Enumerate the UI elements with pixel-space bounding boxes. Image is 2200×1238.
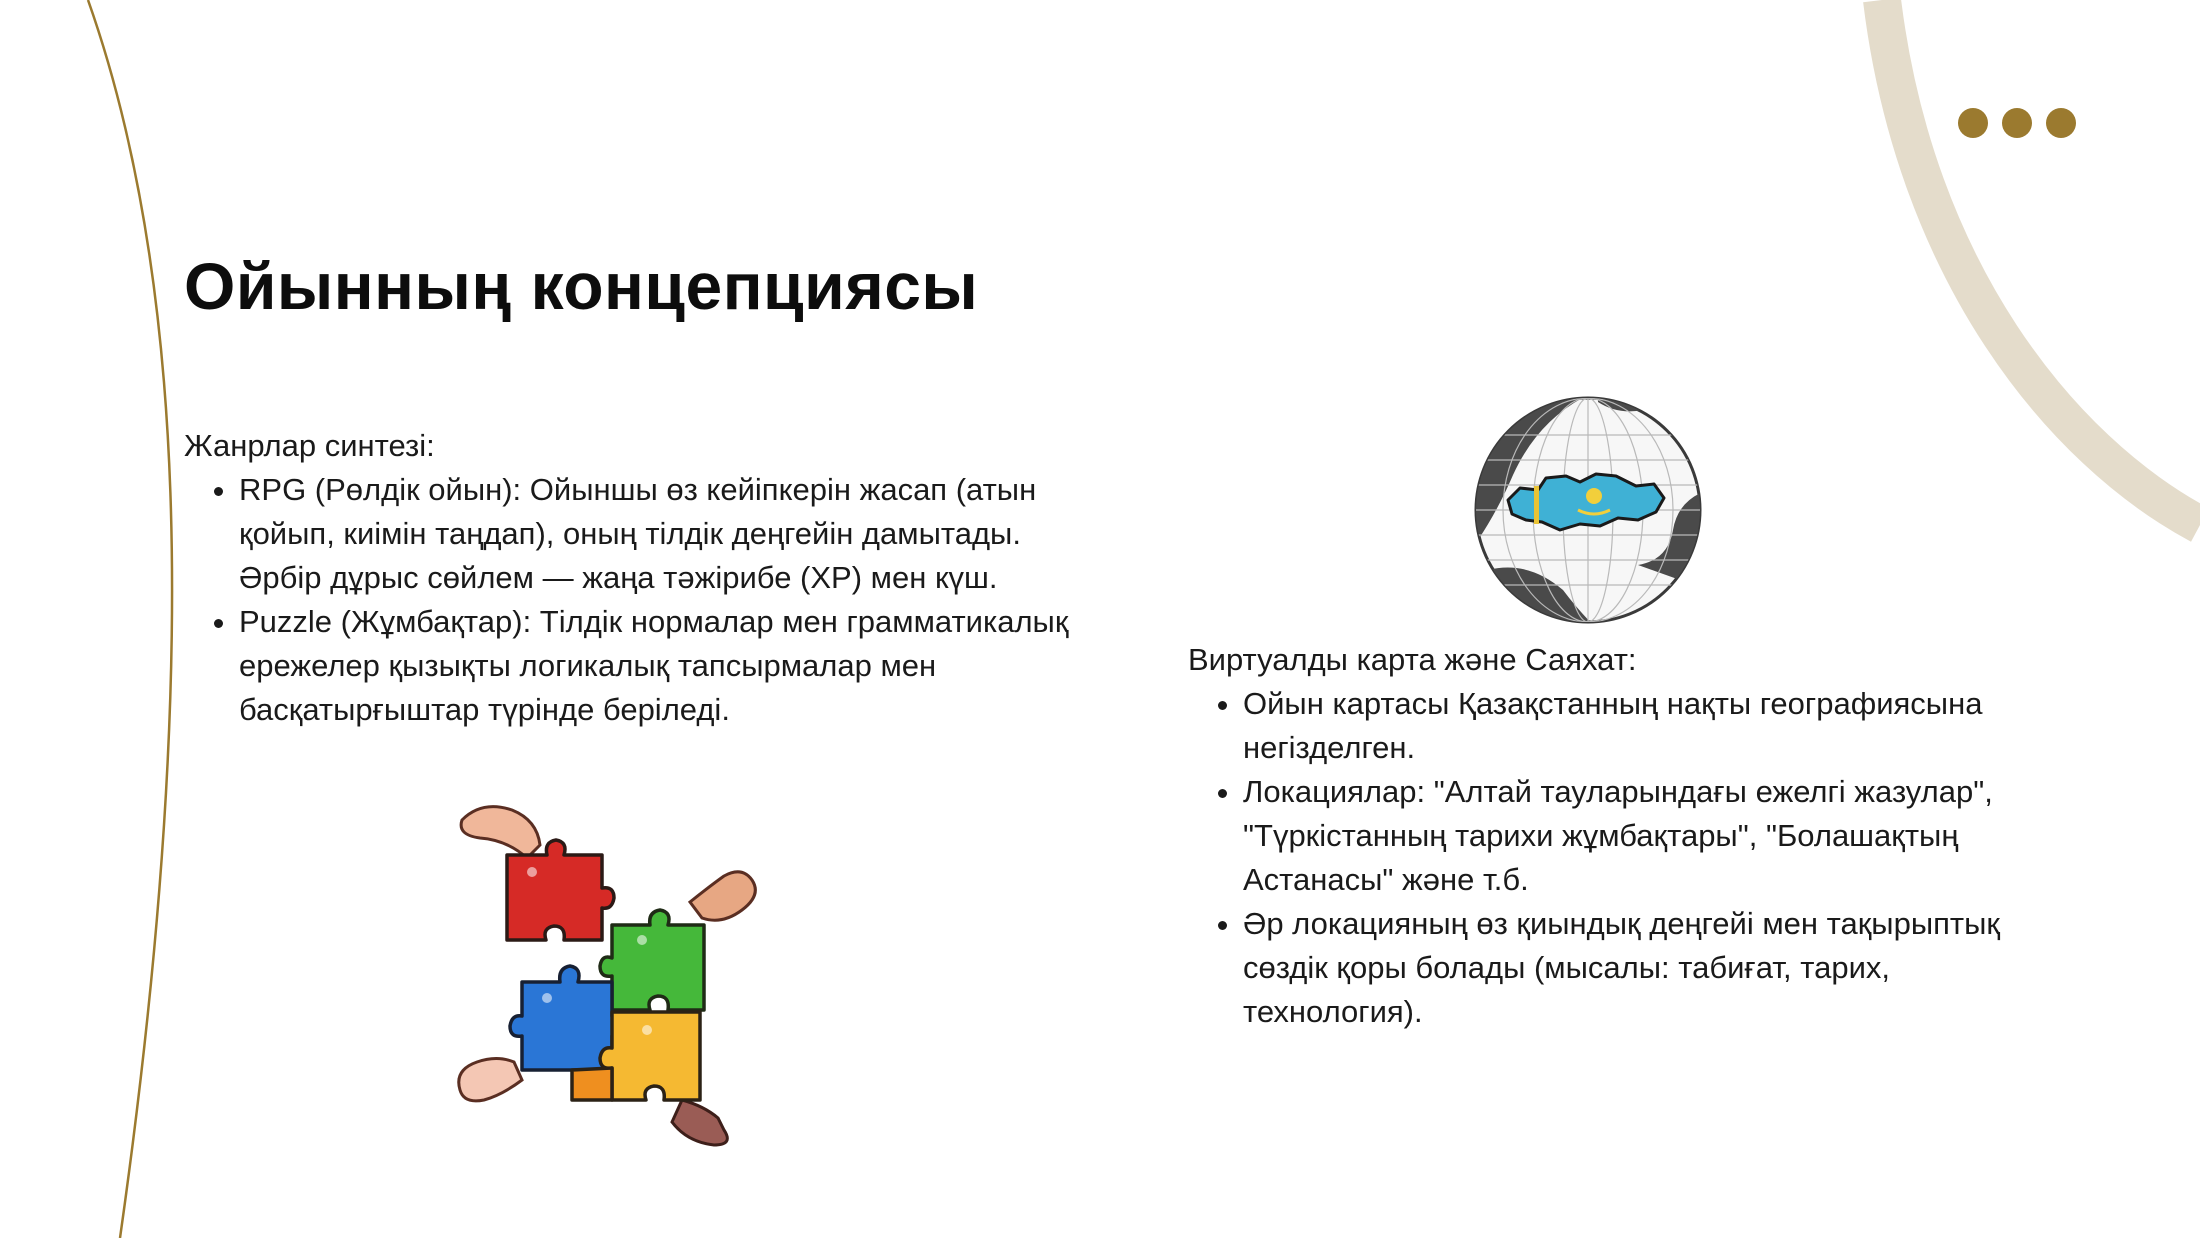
list-item: • Ойын картасы Қазақстанның нақты географиясына негізделген. [1243,682,2068,770]
left-curve-line [88,0,172,1238]
puzzle-hands-icon [452,800,772,1150]
list-item: • Әр локацияның өз қиындық деңгейі мен тақырыптық сөздік қоры болады (мысалы: табиғат, тарих, технология). [1243,902,2068,1034]
genre-list [184,468,1084,732]
list-item: • Локациялар: "Алтай тауларындағы ежелгі жазулар", "Түркістанның тарихи жұмбақтары", "Болашақтың Астанасы" және т.б. [1243,770,2068,902]
virtual-map-block [1188,638,2068,1034]
corner-arc [1882,0,2200,525]
slide-title: Ойынның концепциясы [184,249,979,323]
map-list [1188,682,2068,1034]
list-item: • RPG (Рөлдік ойын): Ойыншы өз кейіпкерін жасап (атын қойып, киімін таңдап), оның тілдік деңгейін дамытады. Әрбір дұрыс сөйлем — жаңа тәжірибе (XP) мен күш. [239,468,1084,600]
map-heading: Виртуалды карта және Саяхат: [1188,642,1637,677]
more-dots-icon[interactable] [1958,108,2076,138]
genre-synthesis-block [184,424,1084,732]
list-item: • Puzzle (Жұмбақтар): Тілдік нормалар мен грамматикалық ережелер қызықты логикалық тапсырмалар мен басқатырғыштар түрінде беріледі. [239,600,1084,732]
dot [1958,108,1988,138]
dot [2002,108,2032,138]
genre-heading: Жанрлар синтезі: [184,428,435,463]
dot [2046,108,2076,138]
kazakhstan-globe-icon [1468,390,1708,630]
